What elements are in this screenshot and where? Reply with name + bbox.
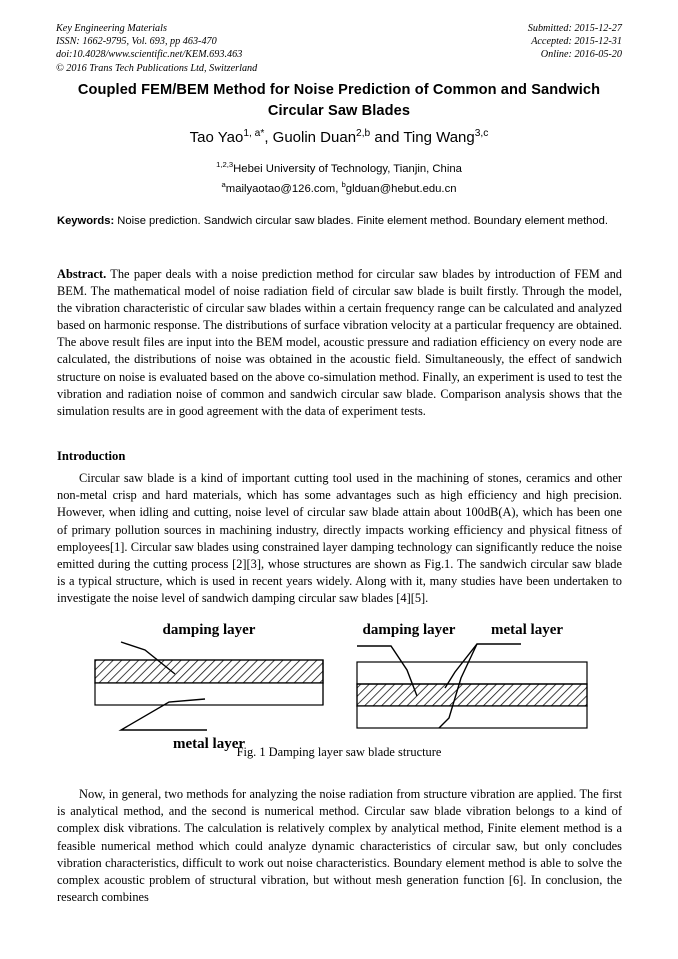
right-metal-layer-label: metal layer: [490, 622, 564, 638]
author-emails: [69, 181, 609, 197]
email-a-superscript: a: [221, 180, 226, 190]
figure-1-graphic: [57, 614, 622, 754]
abstract-block: [57, 266, 622, 420]
journal-header: [56, 22, 622, 75]
affiliation-superscript: 1,2,3: [216, 160, 234, 170]
right-damping-layer-band: [357, 684, 587, 706]
right-upper-metal-layer-band: [357, 662, 587, 684]
right-damping-layer-label: damping layer: [362, 622, 456, 638]
journal-header-left: [56, 22, 257, 75]
keywords-label: Keywords:: [57, 215, 115, 227]
accepted-date: Accepted: 2015-12-31: [531, 36, 622, 48]
left-metal-layer-band: [95, 683, 323, 705]
introduction-paragraph-2: Now, in general, two methods for analyzing the noise radiation from structure vibration are applied. The first is analytical method, and the second is numerical method. Circular saw blade vibration belongs to a kind of complex disk vibrations. The calculation is relatively complex by analytical method, Finite element method is a feasible numerical method which could analyze dynamic characteristics of circular saw, but only concludes vibration characteristics, difficult to work out noise characteristics. Boundary element method is able to solve the complex acoustic problem of structural vibration, but without mesh generation function [6]. In conclusion, the research combines: [57, 787, 622, 905]
author-2-name: Guolin Duan: [272, 129, 357, 146]
section-heading-introduction: Introduction: [57, 449, 126, 463]
submitted-date: Submitted: 2015-12-27: [527, 23, 622, 34]
author-1-superscript: 1, a*: [243, 128, 265, 139]
email-a: mailyaotao@126.com,: [225, 183, 339, 195]
journal-copyright: © 2016 Trans Tech Publications Ltd, Switzerland: [56, 62, 258, 74]
author-1-name: Tao Yao: [189, 129, 244, 146]
author-separator-2: and: [370, 129, 404, 146]
page-title: Coupled FEM/BEM Method for Noise Prediction of Common and Sandwich Circular Saw Blades: [77, 82, 601, 119]
left-damping-layer-band: [95, 660, 323, 683]
figure-1-caption: Fig. 1 Damping layer saw blade structure: [236, 745, 442, 759]
left-damping-layer-label: damping layer: [162, 622, 256, 638]
keywords-text: Noise prediction. Sandwich circular saw blades. Finite element method. Boundary element method.: [114, 215, 608, 227]
introduction-paragraph-1: Circular saw blade is a kind of important cutting tool used in the machining of stones, ceramics and other non-metal crisp and hard materials, which has some advantages such as high efficiency and high precision. However, when idling and cutting, noise level of circular saw blade attain about 100dB(A), which has been one of primary pollution sources in machining industry, directly impacts working efficiency and physical fitness of employees[1]. Circular saw blades using constrained layer damping technology can significantly reduce the noise emitted during the cutting process [2][3], whose structures are shown as Fig.1. The sandwich circular saw blade is a typical structure, which is used in recent years widely. Along with it, many studies have been undertaken to investigate the noise level of sandwich damping circular saw blades [4][5].: [57, 471, 622, 606]
author-separator-1: ,: [264, 129, 273, 146]
abstract-text: The paper deals with a noise prediction method for circular saw blades by introduction of FEM and BEM. The mathematical model of noise radiation field of circular saw blade is built firstly. Through the model, the vibration characteristic of circular saw blades within a certain frequency range can be calculated and analyzed based on harmonic response. The distributions of surface vibration velocity at a particular frequency are obtained. The above result files are input into the BEM model, acoustic pressure and radiation efficiency on every node are calculated, the distributions of noise was obtained in the acoustic field. Simultaneously, the effect of sandwich structure on noise is evaluated based on the above co-simulation method. Finally, an experiment is used to test the vibration and radiation noise of common and sandwich circular saw blade. Comparison analysis shows that the simulation results are in good agreement with the data of experiment tests.: [57, 267, 622, 418]
right-diagram-group: [357, 644, 587, 728]
left-diagram-group: [95, 642, 323, 730]
left-metal-layer-label: metal layer: [172, 736, 246, 752]
right-lower-metal-layer-band: [357, 706, 587, 728]
email-b: glduan@hebut.edu.cn: [345, 183, 457, 195]
journal-header-right: [528, 22, 622, 62]
author-2-superscript: 2,b: [356, 128, 371, 139]
journal-issn-volume: ISSN: 1662-9795, Vol. 693, pp 463-470: [56, 36, 217, 48]
author-list: [69, 128, 609, 148]
email-b-superscript: b: [341, 180, 346, 190]
abstract-label: Abstract.: [57, 267, 107, 281]
affiliation: [69, 161, 609, 177]
journal-doi: doi:10.4028/www.scientific.net/KEM.693.463: [56, 49, 243, 61]
online-date: Online: 2016-05-20: [540, 49, 622, 61]
keywords-block: [57, 214, 622, 230]
author-3-name: Ting Wang: [403, 129, 475, 146]
affiliation-text: Hebei University of Technology, Tianjin, China: [233, 163, 462, 175]
journal-name: Key Engineering Materials: [56, 23, 167, 34]
author-3-superscript: 3,c: [474, 128, 489, 139]
